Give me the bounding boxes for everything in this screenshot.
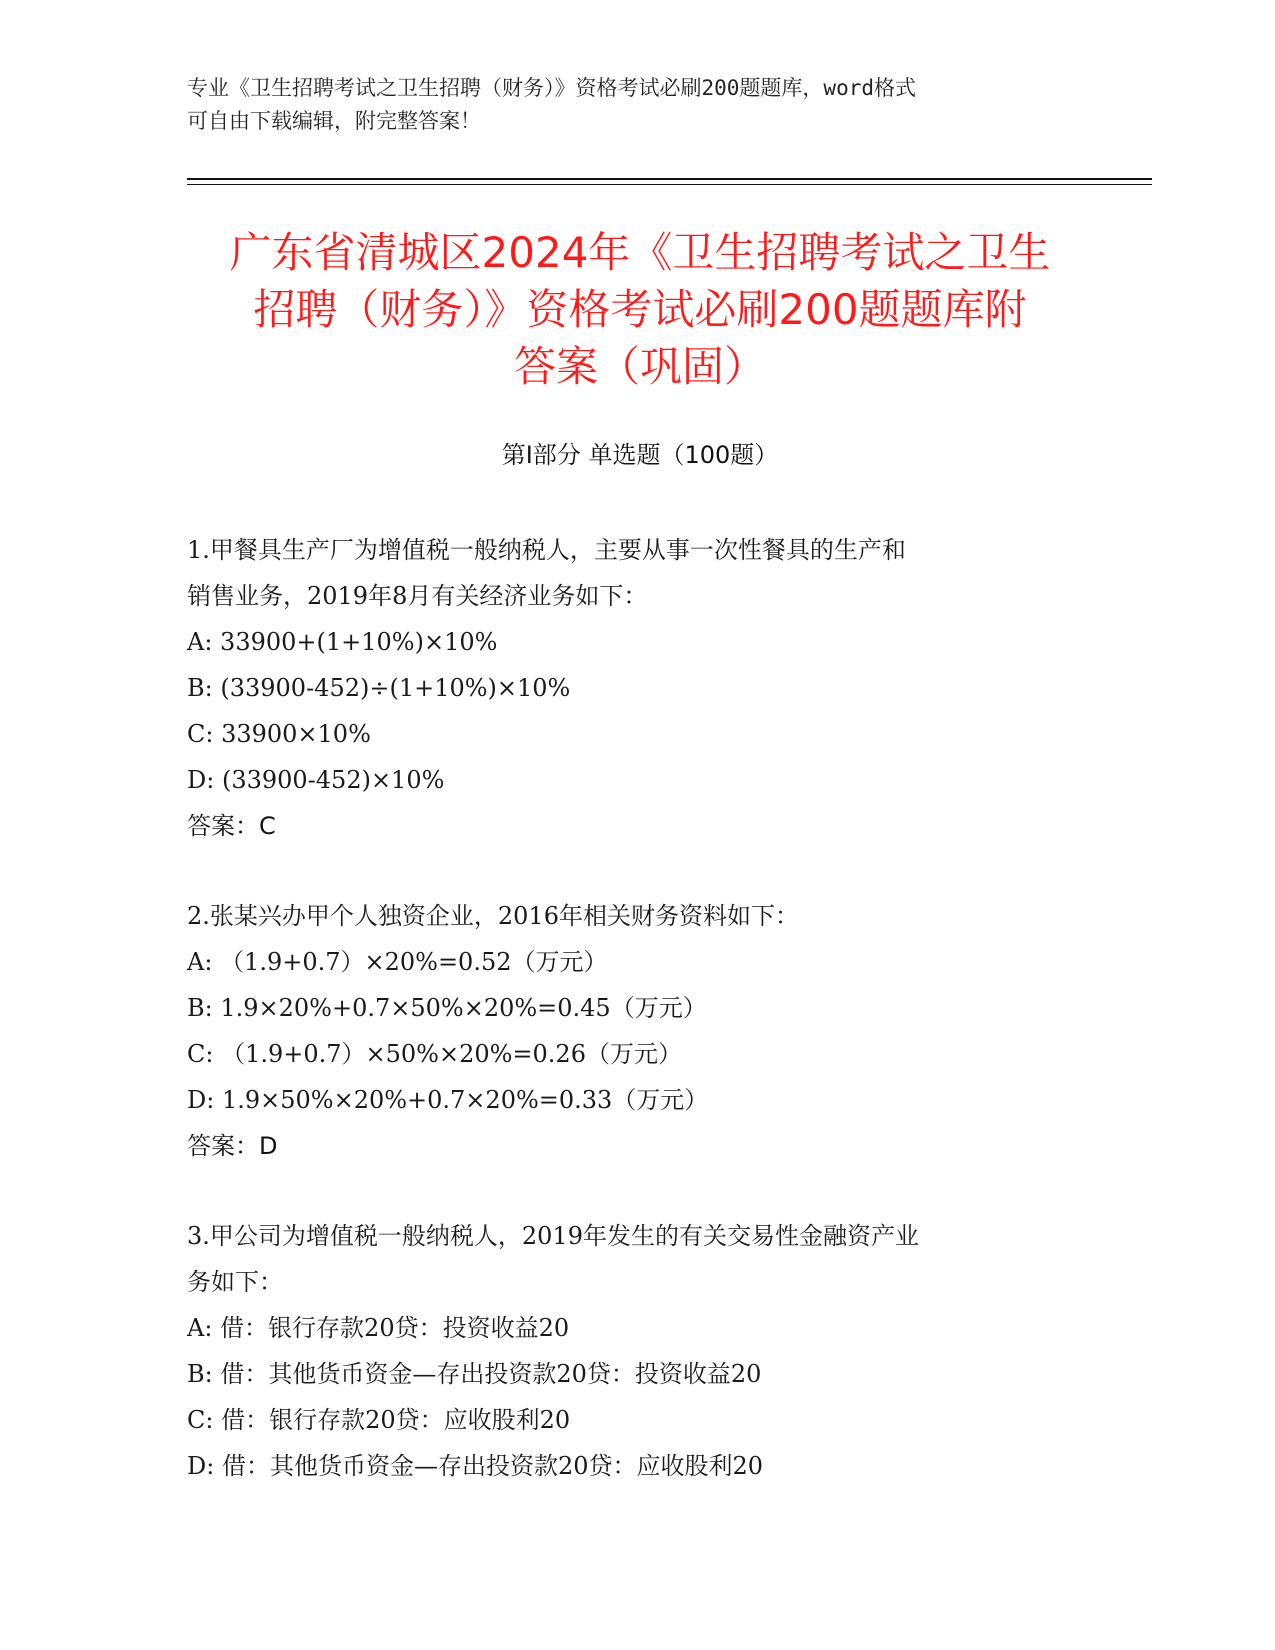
question-list (187, 527, 1087, 1533)
option-c: C: 借：银行存款20贷：应收股利20 (187, 1406, 571, 1434)
header-divider-thin (187, 184, 1152, 185)
title-line: 答案（巩固） (513, 342, 766, 391)
header-note-line: 可自由下载编辑，附完整答案！ (187, 109, 481, 133)
question-stem-line: 务如下： (187, 1268, 283, 1296)
header-note (187, 72, 1087, 138)
question-1 (187, 527, 1087, 849)
header-divider-thick (187, 178, 1152, 180)
option-b: B: 1.9×20%+0.7×50%×20%=0.45（万元） (187, 994, 707, 1022)
option-b: B: (33900-452)÷(1+10%)×10% (187, 674, 571, 702)
title-line: 招聘（财务）》资格考试必刷200题题库附 (253, 285, 1027, 334)
question-stem-line: 1.甲餐具生产厂为增值税一般纳税人，主要从事一次性餐具的生产和 (187, 536, 906, 564)
section-heading: 第Ⅰ部分 单选题（100题） (501, 441, 779, 469)
document-title (150, 224, 1130, 395)
option-a: A: （1.9+0.7）×20%=0.52（万元） (187, 948, 608, 976)
title-line: 广东省清城区2024年《卫生招聘考试之卫生 (229, 228, 1051, 277)
question-2 (187, 893, 1087, 1169)
option-d: D: (33900-452)×10% (187, 766, 445, 794)
option-c: C: （1.9+0.7）×50%×20%=0.26（万元） (187, 1040, 682, 1068)
option-a: A: 33900+(1+10%)×10% (187, 628, 498, 656)
option-c: C: 33900×10% (187, 720, 371, 748)
question-stem-line: 3.甲公司为增值税一般纳税人，2019年发生的有关交易性金融资产业 (187, 1222, 919, 1250)
option-d: D: 1.9×50%×20%+0.7×20%=0.33（万元） (187, 1086, 709, 1114)
answer-line: 答案：C (187, 812, 276, 840)
question-stem-line: 2.张某兴办甲个人独资企业，2016年相关财务资料如下： (187, 902, 799, 930)
answer-line: 答案：D (187, 1132, 278, 1160)
option-a: A: 借：银行存款20贷：投资收益20 (187, 1314, 570, 1342)
header-note-line: 专业《卫生招聘考试之卫生招聘（财务）》资格考试必刷200题题库，word格式 (187, 76, 916, 100)
option-d: D: 借：其他货币资金—存出投资款20贷：应收股利20 (187, 1452, 764, 1480)
question-3 (187, 1213, 1087, 1489)
option-b: B: 借：其他货币资金—存出投资款20贷：投资收益20 (187, 1360, 762, 1388)
question-stem-line: 销售业务，2019年8月有关经济业务如下： (187, 582, 648, 610)
